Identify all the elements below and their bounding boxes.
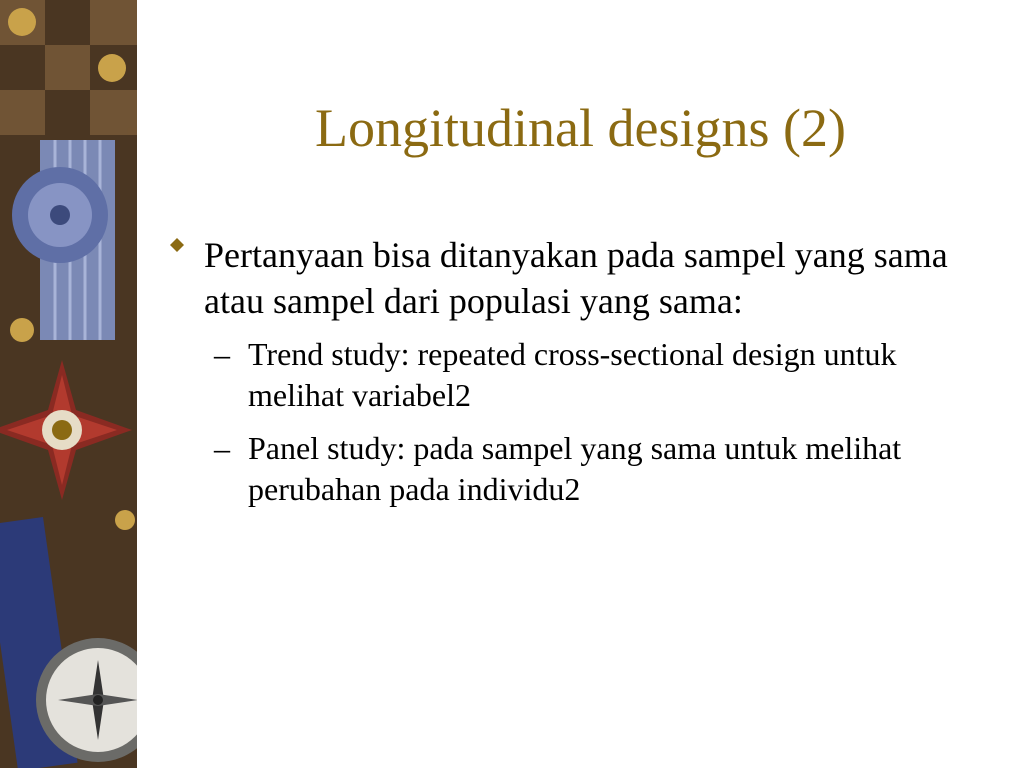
medal-compass-collage-image: [0, 0, 137, 768]
bullet-item: [170, 232, 1000, 324]
dash-marker: –: [214, 430, 230, 466]
slide-body: [170, 232, 1000, 522]
slide-title: Longitudinal designs (2): [315, 98, 846, 158]
dash-marker: –: [214, 336, 230, 372]
bullet-text: Pertanyaan bisa ditanyakan pada sampel yang sama atau sampel dari populasi yang sama:: [204, 235, 948, 321]
sub-bullet-list: [170, 334, 1000, 510]
sub-bullet-text: Panel study: pada sampel yang sama untuk melihat perubahan pada individu2: [248, 430, 902, 507]
sub-bullet-item: [214, 334, 1000, 416]
sub-bullet-text: Trend study: repeated cross-sectional design untuk melihat variabel2: [248, 336, 897, 413]
sub-bullet-item: [214, 428, 1000, 510]
diamond-bullet-icon: [170, 238, 184, 252]
